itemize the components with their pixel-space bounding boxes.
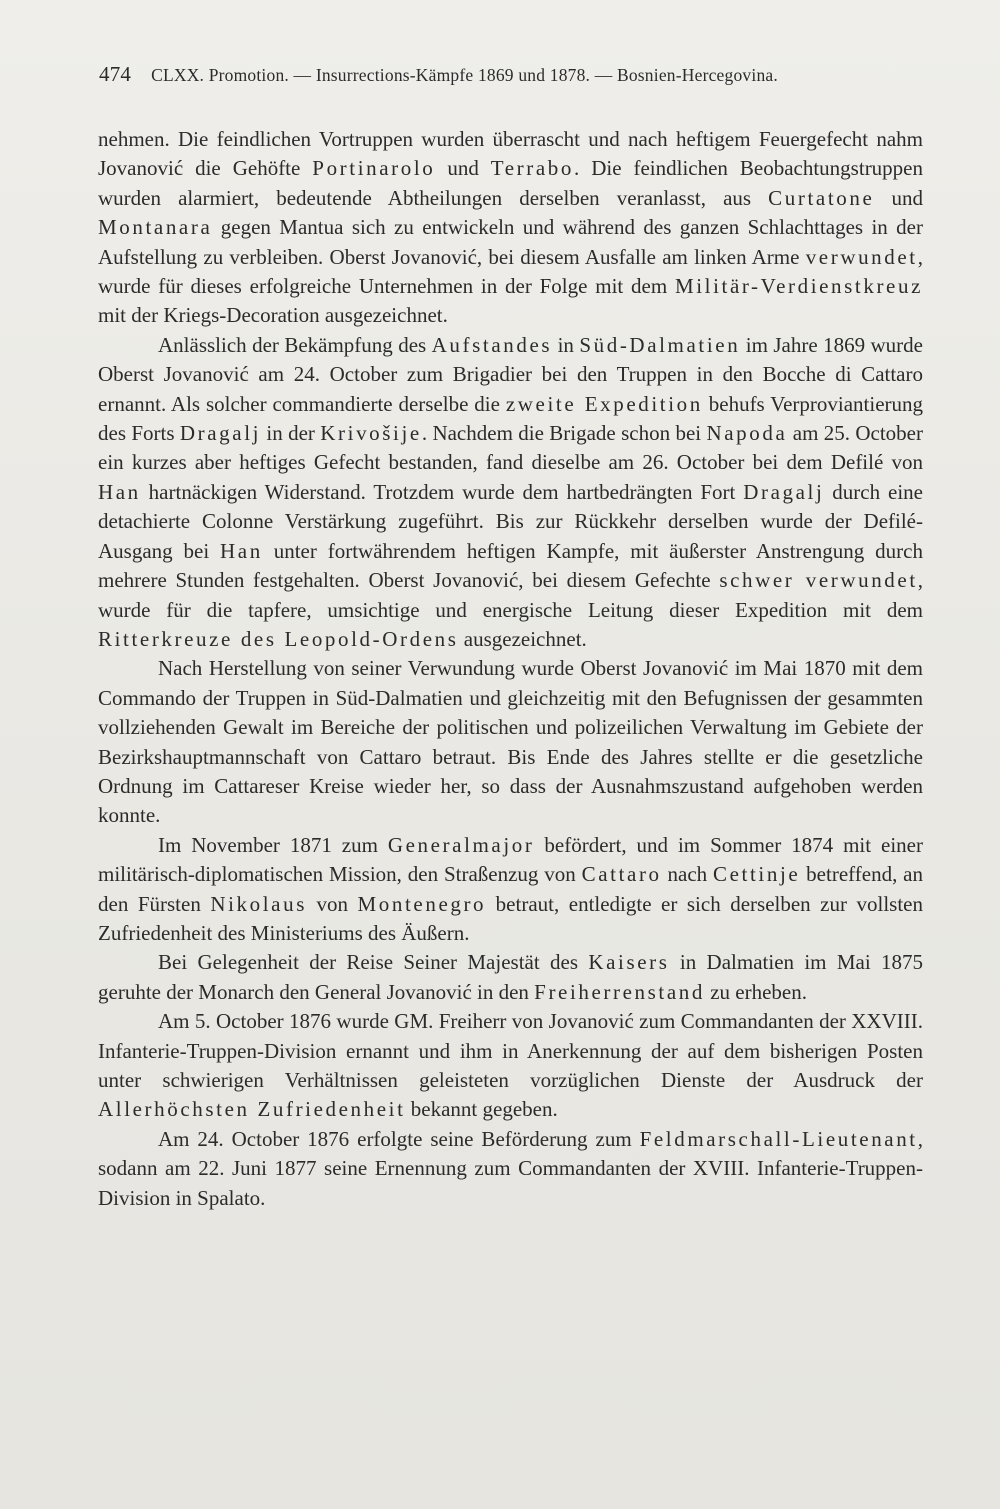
text-run: Am 5. October 1876 wurde GM. Freiherr von Jovanović zum Commandanten der XXVIII. Infanterie-Truppen-Division ernannt und ihm in Anerkennung der auf dem bisherigen Posten unter schwierigen Verhältnissen geleisteten vorzüglichen Dienste der Ausdruck der [98, 1009, 923, 1092]
paragraph [98, 948, 923, 1007]
spaced-emphasis: Feldmarschall-Lieutenant [639, 1126, 918, 1151]
spaced-emphasis: Generalmajor [387, 832, 535, 857]
spaced-emphasis: Han [220, 538, 263, 563]
spaced-emphasis: Militär-Verdienstkreuz [674, 274, 923, 299]
spaced-emphasis: schwer verwundet [719, 568, 918, 593]
text-run: . Die feindlichen Beobachtungstruppen wurden alarmiert, bedeutende Abtheilungen derselben veranlasst, aus [98, 156, 924, 210]
paragraph [98, 125, 923, 331]
text-run: durch eine detachierte Colonne Verstärkung zugeführt. Bis zur Rückkehr derselben wurde der Defilé-Ausgang bei [98, 479, 923, 563]
spaced-emphasis: Dragalj [743, 479, 825, 504]
paragraph [98, 831, 923, 949]
spaced-emphasis: Dragalj [179, 421, 262, 446]
text-run: mit der Kriegs-Decoration ausgezeichnet. [98, 303, 448, 328]
spaced-emphasis: Süd-Dalmatien [579, 332, 741, 357]
paragraph [98, 654, 923, 830]
running-title: CLXX. Promotion. — Insurrections-Kämpfe 1869 und 1878. — Bosnien-Hercegovina. [151, 65, 778, 85]
text-run: hartnäckigen Widerstand. Trotzdem wurde dem hartbedrängten Fort [140, 479, 744, 504]
spaced-emphasis: Allerhöchsten Zufriedenheit [98, 1097, 406, 1122]
text-run: Im November 1871 zum [158, 832, 388, 857]
text-run: im Jahre 1869 wurde Oberst Jovanović am 24. October zum Brigadier bei den Truppen in den Bocche di Cattaro ernannt. Als solcher commandierte derselbe die [98, 332, 923, 416]
page-number: 474 [99, 62, 132, 86]
text-run: . Nachdem die Brigade schon bei [421, 421, 707, 446]
paragraph [98, 331, 923, 654]
spaced-emphasis: Han [98, 479, 141, 504]
spaced-emphasis: Curtatone [768, 185, 875, 210]
body-text [98, 125, 923, 1213]
text-run: Bei Gelegenheit der Reise Seiner Majestät des [158, 950, 589, 975]
spaced-emphasis: Kaisers [588, 950, 670, 975]
text-run: unter fortwährendem heftigen Kampfe, mit äußerster Anstrengung durch mehrere Stunden festgehalten. Oberst Jovanović, bei diesem Gefechte [98, 538, 923, 593]
spaced-emphasis: Cattaro [581, 862, 662, 887]
spaced-emphasis: Napoda [706, 421, 788, 446]
spaced-emphasis: Cettinje [713, 862, 801, 887]
text-run: gegen Mantua sich zu entwickeln und während des ganzen Schlachttages in der Aufstellung zu verbleiben. Oberst Jovanović, bei diesem Ausfalle am linken Arme [98, 215, 923, 269]
text-run: betraut, entledigte er sich derselben zur vollsten Zufriedenheit des Ministeriums des Äußern. [98, 891, 924, 945]
spaced-emphasis: Montanara [98, 215, 213, 240]
spaced-emphasis: zweite Expedition [505, 391, 703, 416]
spaced-emphasis: Krivošije [320, 421, 422, 446]
text-run: Nach Herstellung von seiner Verwundung wurde Oberst Jovanović im Mai 1870 mit dem Commando der Truppen in Süd-Dalmatien und gleichzeitig mit den Befugnissen der gesammten vollziehenden Gewalt im Bereiche der politischen und polizeilichen Verwaltung im Gebiete der Bezirkshauptmannschaft von Cattaro betraut. Bis Ende des Jahres stellte er die gesetzliche Ordnung im Cattareser Kreise wieder her, so dass der Ausnahmszustand aufgehoben werden konnte. [98, 656, 923, 828]
text-run: nehmen. Die feindlichen Vortruppen wurden überrascht und nach heftigem Feuergefecht nahm Jovanović die Gehöfte [98, 127, 923, 181]
spaced-emphasis: Montenegro [357, 891, 487, 916]
spaced-emphasis: Freiherrenstand [534, 979, 705, 1004]
text-run: , wurde für die tapfere, umsichtige und energische Leitung dieser Expedition mit dem [98, 568, 923, 622]
text-run: von [306, 891, 358, 916]
text-run: am 25. October ein kurzes aber heftiges Gefecht bestanden, fand dieselbe am 26. October bei dem Defilé von [98, 421, 923, 475]
spaced-emphasis: Portinarolo [312, 156, 436, 181]
text-run: nach [661, 862, 714, 887]
text-run: in der [261, 421, 321, 446]
spaced-emphasis: Nikolaus [210, 891, 307, 916]
text-run: bekannt gegeben. [405, 1097, 558, 1122]
spaced-emphasis: verwundet [805, 244, 918, 269]
text-run: behufs Verproviantierung des Forts [98, 391, 924, 446]
text-run: und [435, 156, 491, 181]
text-run: befördert, und im Sommer 1874 mit einer militärisch-diplomatischen Mission, den Straßenzug von [98, 832, 923, 887]
running-header [99, 62, 859, 87]
text-run: Anlässlich der Bekämpfung des [158, 332, 432, 357]
text-run: in [552, 332, 580, 357]
spaced-emphasis: Aufstandes [431, 332, 553, 357]
text-run: betreffend, an den Fürsten [98, 862, 923, 916]
text-run: in Dalmatien im Mai 1875 geruhte der Monarch den General Jovanović in den [98, 950, 923, 1004]
paragraph [98, 1007, 923, 1125]
text-run: und [874, 185, 923, 210]
text-run: zu erheben. [704, 979, 807, 1004]
text-run: ausgezeichnet. [458, 626, 587, 651]
text-run: Am 24. October 1876 erfolgte seine Beförderung zum [158, 1126, 640, 1151]
spaced-emphasis: Ritterkreuze des Leopold-Ordens [98, 626, 459, 651]
spaced-emphasis: Terrabo [490, 156, 574, 181]
text-run: , wurde für dieses erfolgreiche Unternehmen in der Folge mit dem [98, 244, 923, 299]
text-run: , sodann am 22. Juni 1877 seine Ernennung zum Commandanten der XVIII. Infanterie-Truppen-Division in Spalato. [98, 1126, 923, 1210]
paragraph [98, 1125, 923, 1213]
